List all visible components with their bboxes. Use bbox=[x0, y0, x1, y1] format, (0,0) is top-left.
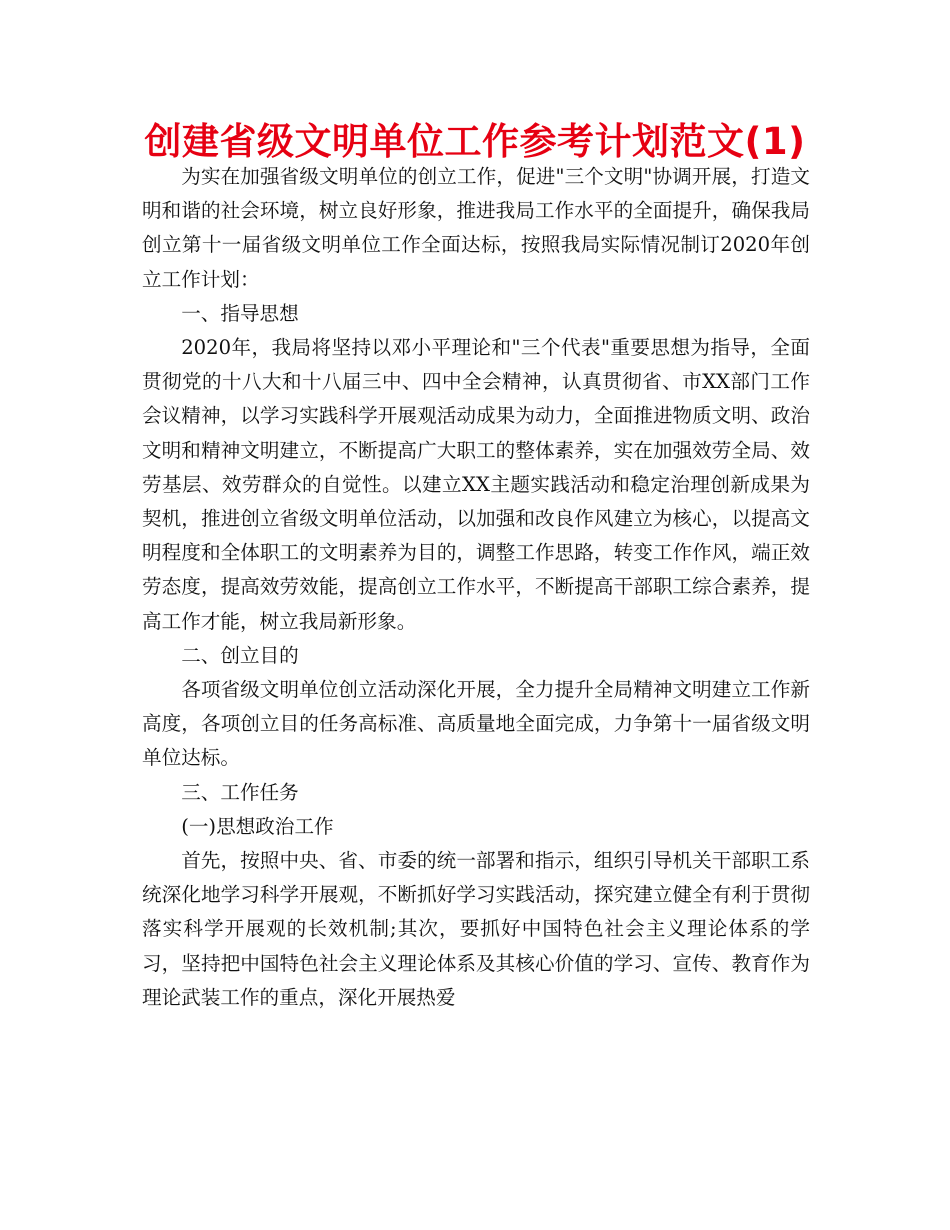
paragraph-goals: 各项省级文明单位创立活动深化开展，全力提升全局精神文明建立工作新高度，各项创立目的任务高标准、高质量地全面完成，力争第十一届省级文明单位达标。 bbox=[142, 678, 810, 770]
document-body bbox=[142, 160, 810, 1015]
section-heading-tasks: 三、工作任务 bbox=[181, 780, 299, 804]
section-heading-guiding-ideology: 一、指导思想 bbox=[181, 301, 299, 325]
subsection-heading-political-work: (一)思想政治工作 bbox=[181, 814, 334, 838]
paragraph-guiding-ideology: 2020年，我局将坚持以邓小平理论和"三个代表"重要思想为指导，全面贯彻党的十八大和十八届三中、四中全会精神，认真贯彻省、市XX部门工作会议精神，以学习实践科学开展观活动成果为动力，全面推进物质文明、政治文明和精神文明建立，不断提高广大职工的整体素养，实在加强效劳全局、效劳基层、效劳群众的自觉性。以建立XX主题实践活动和稳定治理创新成果为契机，推进创立省级文明单位活动，以加强和改良作风建立为核心，以提高文明程度和全体职工的文明素养为目的，调整工作思路，转变工作作风，端正效劳态度，提高效劳效能，提高创立工作水平，不断提高干部职工综合素养，提高工作才能，树立我局新形象。 bbox=[142, 336, 810, 633]
paragraph-intro: 为实在加强省级文明单位的创立工作，促进"三个文明"协调开展，打造文明和谐的社会环境，树立良好形象，推进我局工作水平的全面提升，确保我局创立第十一届省级文明单位工作全面达标，按照我局实际情况制订2020年创立工作计划： bbox=[142, 165, 810, 291]
paragraph-political-work: 首先，按照中央、省、市委的统一部署和指示，组织引导机关干部职工系统深化地学习科学开展观，不断抓好学习实践活动，探究建立健全有利于贯彻落实科学开展观的长效机制;其次，要抓好中国特色社会主义理论体系的学习，坚持把中国特色社会主义理论体系及其核心价值的学习、宣传、教育作为理论武装工作的重点，深化开展热爱 bbox=[142, 849, 810, 1009]
section-heading-goals: 二、创立目的 bbox=[181, 643, 299, 667]
document-title: 创建省级文明单位工作参考计划范文(1) bbox=[144, 120, 806, 163]
